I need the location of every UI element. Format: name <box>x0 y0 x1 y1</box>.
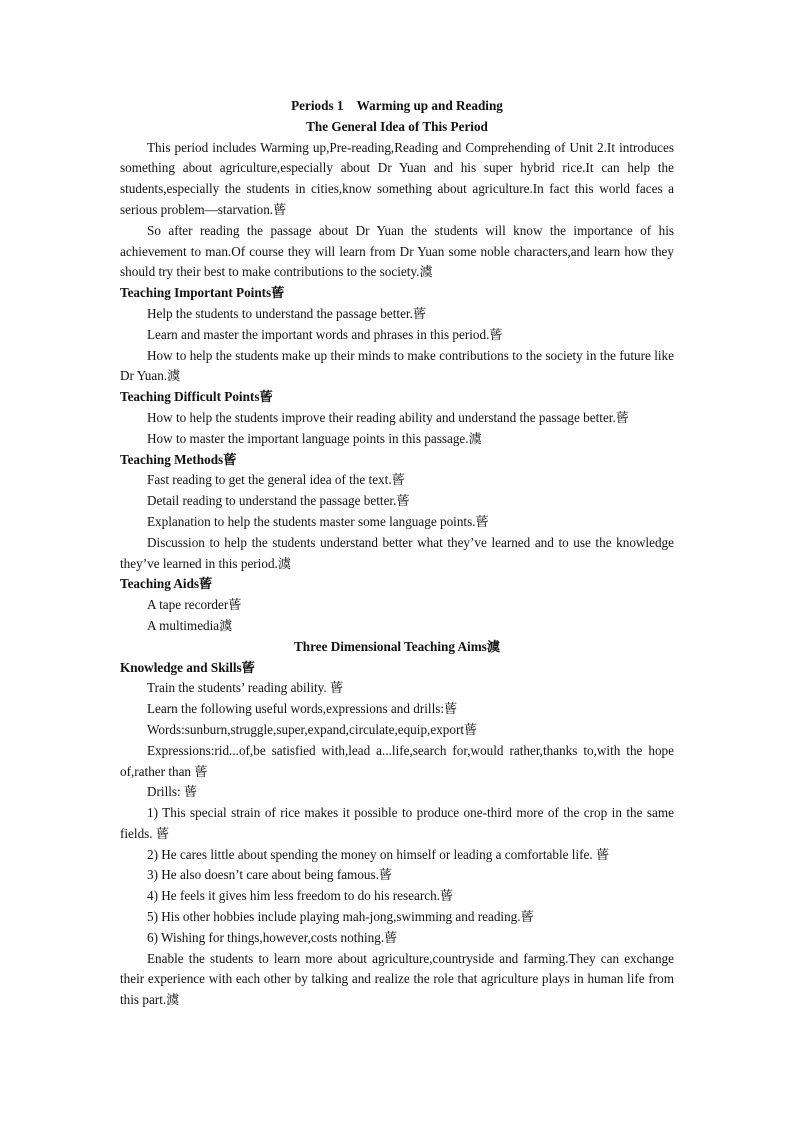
knowledge-item: Drills: 蒈 <box>147 784 198 800</box>
method-item: Explanation to help the students master some language points.蒈 <box>147 513 489 529</box>
method-item: Discussion to help the students understand better what they’ve learned and to use the knowledge they’ve learned in this period.澞 <box>120 534 674 571</box>
knowledge-item: Train the students’ reading ability. 蒈 <box>147 680 344 696</box>
section-title-general-idea: The General Idea of This Period <box>306 118 488 134</box>
intro-paragraph: This period includes Warming up,Pre-reading,Reading and Comprehending of Unit 2.It introduces something about agriculture,especially about Dr Yuan and his super hybrid rice.It can help the students,especially the students in cities,know something about agriculture.In fact this world faces a serious problem—starvation.蒈 <box>120 139 674 217</box>
method-item: Detail reading to understand the passage better.蒈 <box>147 493 410 509</box>
drill-item: 1) This special strain of rice makes it possible to produce one-third more of the crop in the same fields. 蒈 <box>120 805 674 841</box>
page-title: Periods 1 Warming up and Reading <box>291 98 503 113</box>
knowledge-item: Expressions:rid...of,be satisfied with,lead a...life,search for,would rather,thanks to,with the hope of,rather than 蒈 <box>120 742 674 779</box>
drill-item: 4) He feels it gives him less freedom to do his research.蒈 <box>147 888 454 904</box>
aid-item: A tape recorder蒈 <box>147 597 242 613</box>
knowledge-item: Enable the students to learn more about agriculture,countryside and farming.They can exchange their experience with each other by talking and realize the role that agriculture plays in human life from this part.澞 <box>120 950 674 1008</box>
knowledge-item: Words:sunburn,struggle,super,expand,circulate,equip,export蒈 <box>147 721 478 737</box>
drill-item: 3) He also doesn’t care about being famous.蒈 <box>147 867 393 883</box>
drill-item: 2) He cares little about spending the money on himself or leading a comfortable life. 蒈 <box>147 846 610 862</box>
heading-important-points: Teaching Important Points蒈 <box>120 285 285 301</box>
method-item: Fast reading to get the general idea of the text.蒈 <box>147 472 405 488</box>
difficult-point-item: How to master the important language points in this passage.澞 <box>147 430 482 446</box>
important-point-item: How to help the students make up their minds to make contributions to the society in the future like Dr Yuan.澞 <box>120 347 674 384</box>
important-point-item: Learn and master the important words and phrases in this period.蒈 <box>147 326 503 342</box>
heading-difficult-points: Teaching Difficult Points蒈 <box>120 389 273 405</box>
intro-paragraph: So after reading the passage about Dr Yuan the students will know the importance of his achievement to man.Of course they will learn from Dr Yuan some noble characters,and learn how they should try their best to make contributions to the society.澞 <box>120 222 674 280</box>
important-point-item: Help the students to understand the passage better.蒈 <box>147 305 427 321</box>
section-title-teaching-aims: Three Dimensional Teaching Aims澞 <box>293 638 501 654</box>
heading-teaching-aids: Teaching Aids蒈 <box>120 576 213 592</box>
heading-teaching-methods: Teaching Methods蒈 <box>120 451 237 467</box>
drill-item: 5) His other hobbies include playing mah-jong,swimming and reading.蒈 <box>147 909 534 925</box>
aid-item: A multimedia澞 <box>147 617 233 633</box>
document-body <box>120 96 674 1011</box>
drill-item: 6) Wishing for things,however,costs nothing.蒈 <box>147 929 398 945</box>
difficult-point-item: How to help the students improve their reading ability and understand the passage better.蒈 <box>147 409 629 425</box>
heading-knowledge-skills: Knowledge and Skills蒈 <box>120 659 255 675</box>
knowledge-item: Learn the following useful words,expressions and drills:蒈 <box>147 701 458 717</box>
